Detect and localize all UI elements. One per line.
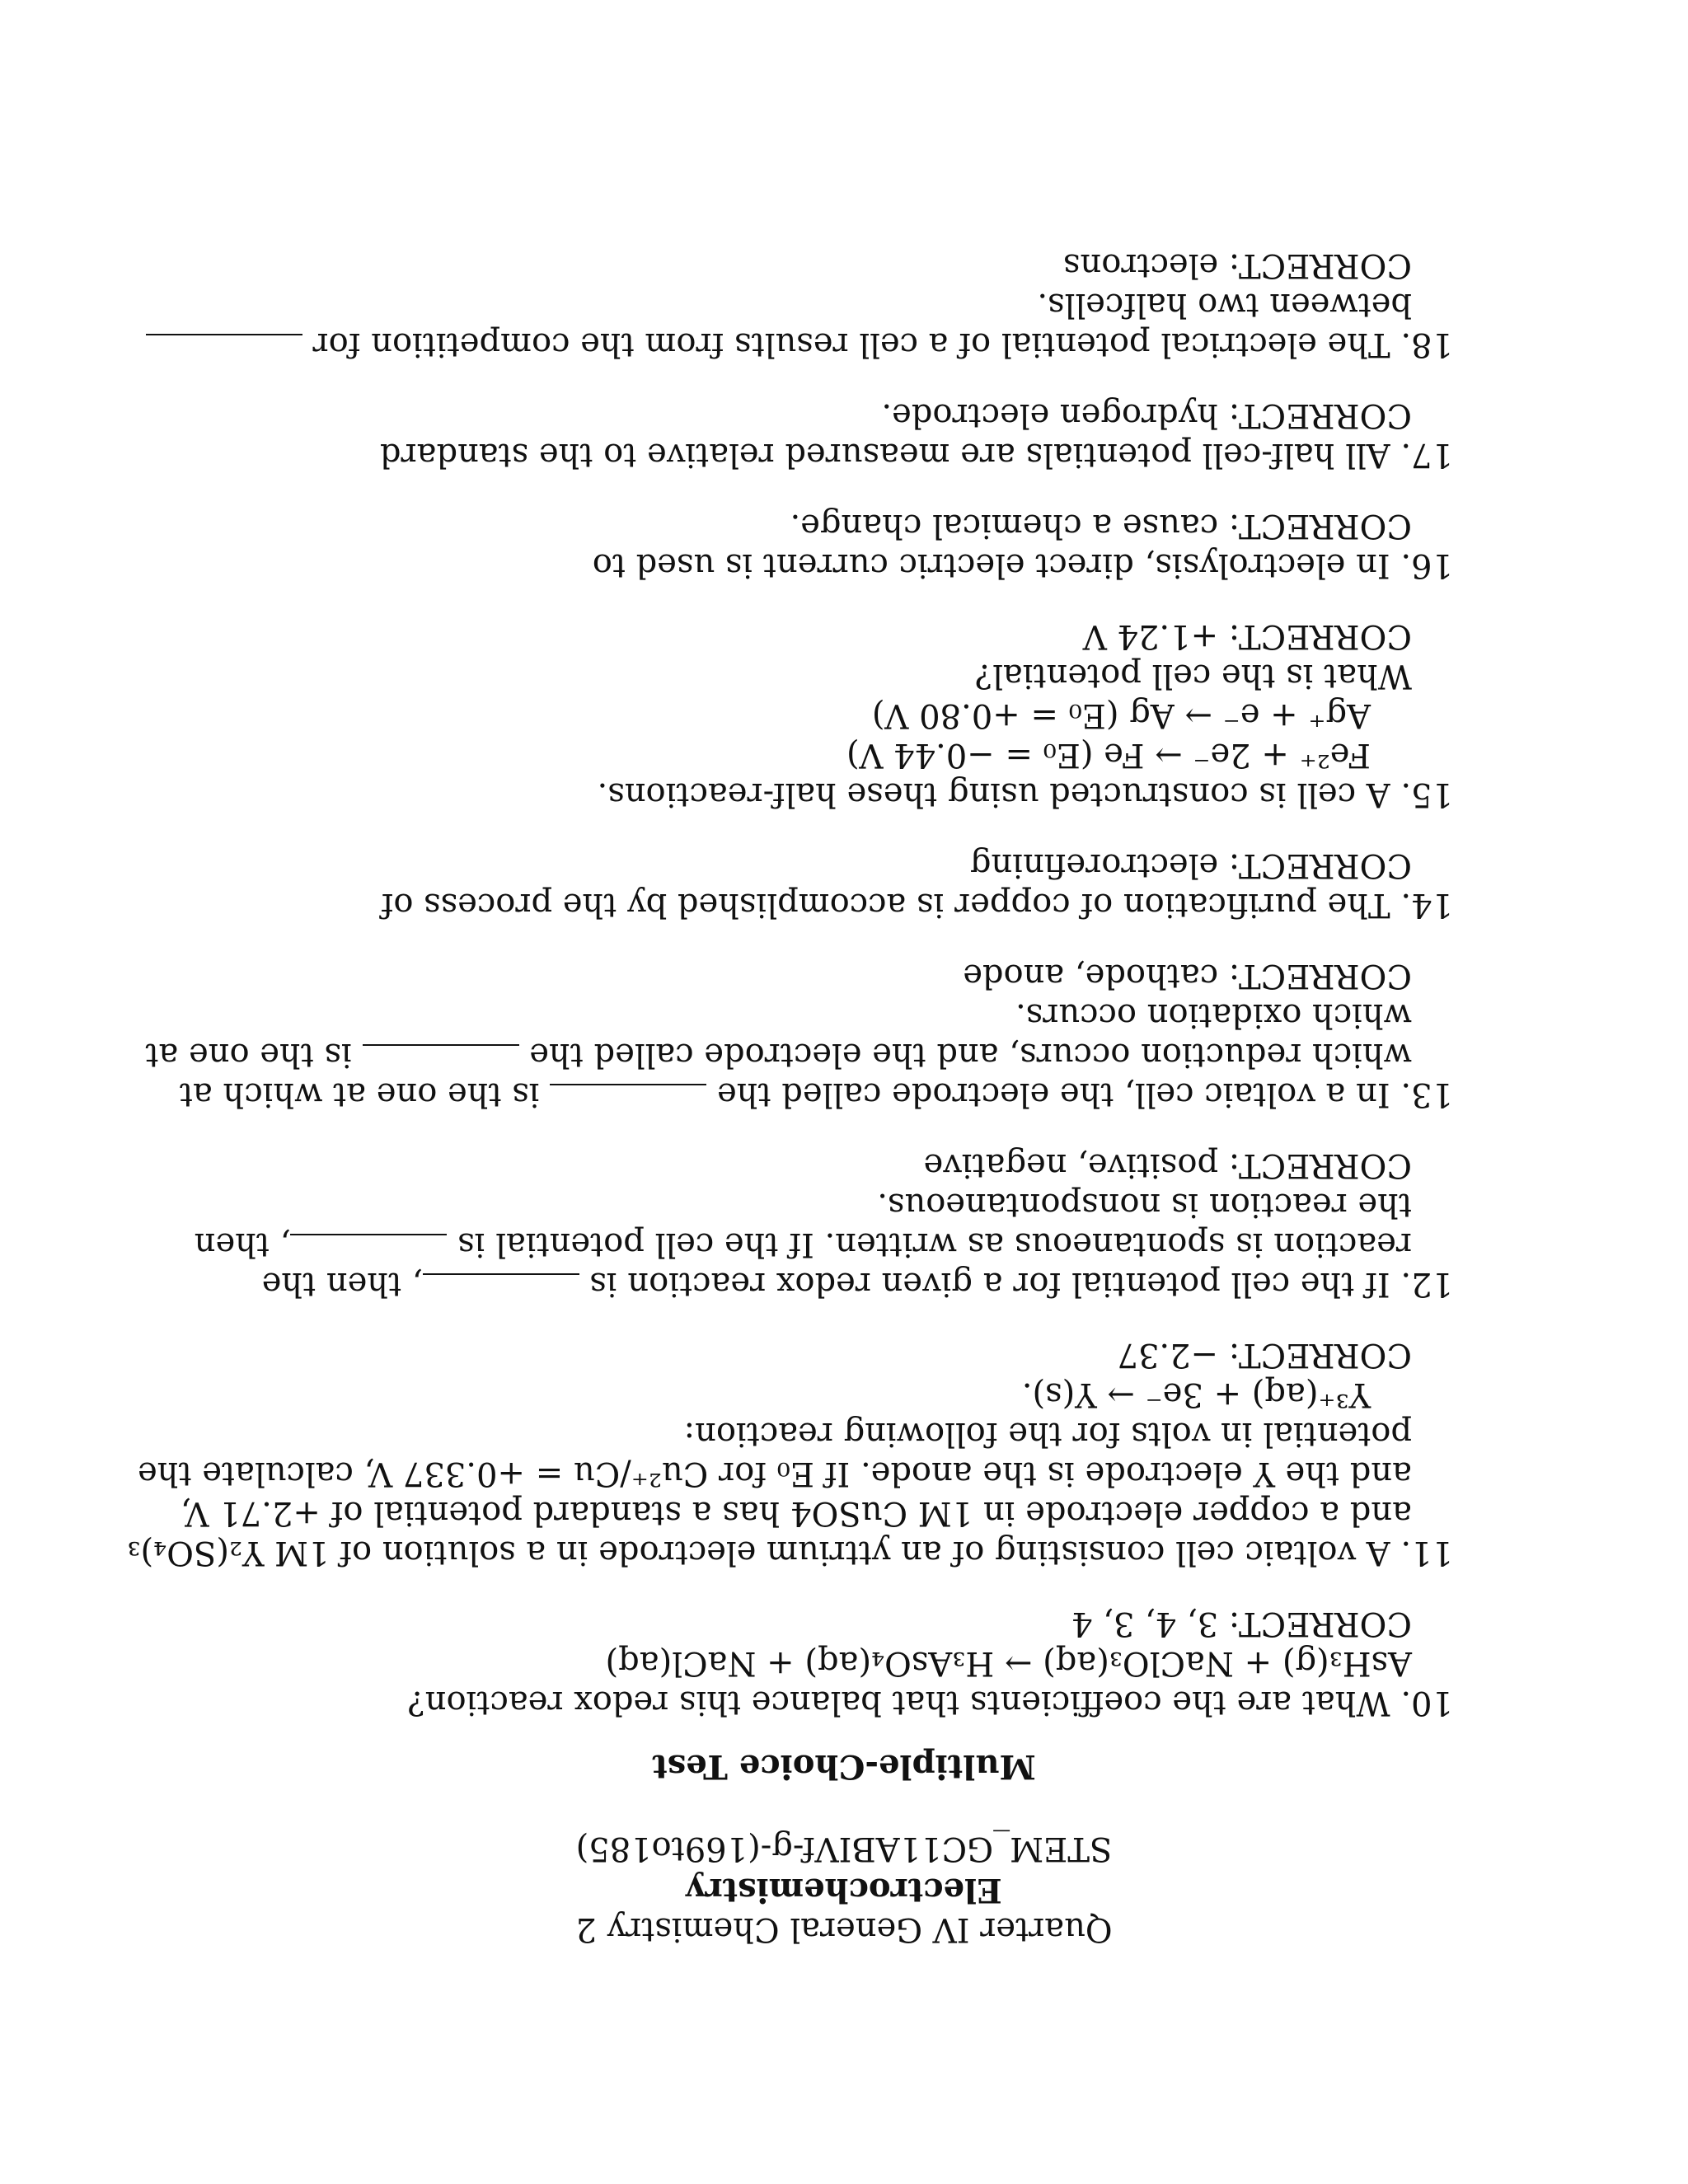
text-segment: which reduction occurs, and the electrode called the bbox=[518, 1036, 1412, 1074]
answer: CORRECT: electrons bbox=[1063, 246, 1412, 284]
question-text: 10. What are the coefficients that balance this redox reaction? bbox=[407, 1684, 1453, 1722]
equation: Y³⁺(aq) + 3e⁻ → Y(s). bbox=[1021, 1376, 1371, 1413]
question-text bbox=[194, 1225, 1453, 1264]
half-reaction: Ag⁺ + e⁻ → Ag (E₀ = +0.80 V) bbox=[871, 696, 1371, 734]
text-segment: , then bbox=[194, 1226, 291, 1263]
topic-title: Electrochemistry bbox=[686, 1871, 1002, 1910]
text-segment: is the one at which at bbox=[179, 1076, 551, 1113]
question-12 bbox=[194, 1146, 1453, 1304]
answer: CORRECT: positive, negative bbox=[923, 1146, 1412, 1184]
answer: CORRECT: +1.24 V bbox=[1082, 617, 1412, 655]
question-13 bbox=[145, 956, 1453, 1114]
question-text bbox=[225, 1264, 1453, 1304]
answer-blank bbox=[146, 334, 302, 360]
text-segment: 13. In a voltaic cell, the electrode called the bbox=[706, 1076, 1453, 1113]
text-segment: 18. The electrical potential of a cell results from the competition for bbox=[302, 326, 1453, 363]
question-text: 11. A voltaic cell consisting of an yttrium electrode in a solution of 1M Y₂(SO₄)₃ bbox=[127, 1534, 1453, 1572]
text-segment: reaction is spontaneous as written. If the cell potential is bbox=[447, 1226, 1412, 1263]
equation: AsH₃(g) + NaClO₃(aq) → H₃AsO₄(aq) + NaCl(aq) bbox=[605, 1644, 1412, 1682]
answer: CORRECT: electrorefining bbox=[969, 846, 1412, 884]
text-segment: 12. If the cell potential for a given redox reaction is bbox=[579, 1265, 1453, 1303]
answer: CORRECT: cause a chemical change. bbox=[790, 507, 1412, 545]
text-segment: , then the bbox=[261, 1265, 423, 1303]
question-text: and a copper electrode in 1M CuSO4 has a standard potential of +2.71 V, bbox=[180, 1494, 1412, 1532]
question-text: and the Y electrode is the anode. If E₀ for Cu²⁺/Cu = +0.337 V, calculate the bbox=[138, 1455, 1412, 1493]
question-10 bbox=[225, 1604, 1453, 1722]
section-title: Multiple-Choice Test bbox=[652, 1747, 1036, 1786]
answer-blank bbox=[423, 1273, 579, 1300]
question-14 bbox=[225, 846, 1453, 925]
question-text bbox=[225, 325, 1453, 364]
answer: CORRECT: cathode, anode bbox=[963, 957, 1412, 995]
question-text: potential in volts for the following reaction: bbox=[683, 1415, 1412, 1453]
competency-code: STEM_GC11ABIVf-g-(169to185) bbox=[575, 1830, 1113, 1868]
question-text: 14. The purification of copper is accomplished by the process of bbox=[381, 886, 1453, 924]
question-text bbox=[145, 1035, 1453, 1075]
question-17 bbox=[225, 396, 1453, 475]
question-text bbox=[179, 1075, 1453, 1114]
question-text: What is the cell potential? bbox=[974, 657, 1412, 695]
question-text: the reaction is nonspontaneous. bbox=[877, 1186, 1412, 1224]
answer: CORRECT: 3, 4, 3, 4 bbox=[1071, 1605, 1412, 1643]
quarter-title: Quarter IV General Chemistry 2 bbox=[575, 1910, 1113, 1948]
text-segment: is the one at bbox=[145, 1036, 363, 1074]
question-18 bbox=[225, 246, 1453, 364]
question-11 bbox=[127, 1335, 1453, 1572]
question-text: between two halfcells. bbox=[1037, 286, 1412, 324]
question-list bbox=[127, 214, 1453, 1722]
question-16 bbox=[225, 506, 1453, 585]
answer-blank bbox=[550, 1084, 706, 1110]
question-text: 17. All half-cell potentials are measured relative to the standard bbox=[379, 436, 1453, 474]
answer: CORRECT: −2.37 bbox=[1117, 1336, 1412, 1374]
answer-blank bbox=[363, 1044, 519, 1071]
question-text: 15. A cell is constructed using these half-reactions. bbox=[597, 776, 1453, 813]
question-text: 16. In electrolysis, direct electric current is used to bbox=[592, 546, 1453, 584]
answer: CORRECT: hydrogen electrode. bbox=[881, 396, 1412, 434]
question-text: which oxidation occurs. bbox=[1015, 996, 1412, 1034]
question-15 bbox=[225, 616, 1453, 814]
half-reaction: Fe²⁺ + 2e⁻ → Fe (E₀ = −0.44 V) bbox=[846, 736, 1371, 774]
answer-blank bbox=[290, 1234, 447, 1260]
